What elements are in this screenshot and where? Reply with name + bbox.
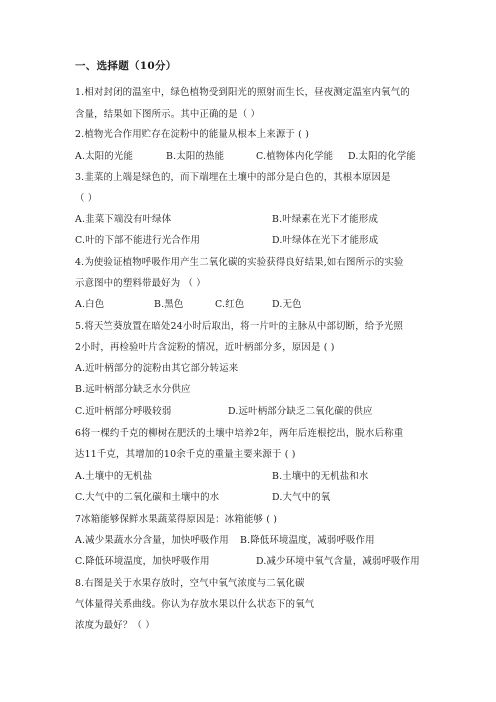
q5-line-1: 5.将天竺葵放置在暗处24小时后取出，将一片叶的主脉从中部切断，给予光照 bbox=[75, 321, 404, 332]
q2-option-a: A.太阳的光能 bbox=[75, 151, 134, 162]
q5-option-c: C.近叶柄部分呼吸较弱 bbox=[75, 406, 172, 417]
q4-line-2: 示意图中的塑料带最好为 （ ） bbox=[75, 278, 206, 289]
q8-line-1: 8.右图是关于水果存放时，空气中氧气浓度与二氧化碳 bbox=[75, 578, 305, 589]
q6-line-2: 达11千克，其增加的10余千克的重量主要来源于 ( ) bbox=[75, 449, 296, 460]
q3-option-c: C.叶的下部不能进行光合作用 bbox=[75, 235, 201, 246]
q4-option-b: B.黑色 bbox=[154, 299, 184, 310]
q6-option-a: A.土壤中的无机盐 bbox=[75, 471, 153, 482]
q2-option-b: B.太阳的热能 bbox=[166, 151, 225, 162]
q2-line-1: 2.植物光合作用贮存在淀粉中的能量从根本上来源于 ( ) bbox=[75, 129, 310, 140]
q1-line-1: 1.相对封闭的温室中，绿色植物受到阳光的照射而生长，昼夜测定温室内氧气的 bbox=[75, 87, 410, 98]
q5-option-b: B.远叶柄部分缺乏水分供应 bbox=[75, 384, 191, 395]
q2-option-c: C.植物体内化学能 bbox=[256, 151, 334, 162]
q6-line-1: 6将一棵约千克的柳树在肥沃的土壤中培养2年，两年后连根挖出，脱水后称重 bbox=[75, 428, 404, 439]
q8-line-2: 气体量得关系曲线。你认为存放水果以什么状态下的氧气 bbox=[75, 599, 315, 610]
q6-option-c: C.大气中的二氧化碳和土壤中的水 bbox=[75, 492, 220, 503]
q5-option-a: A.近叶柄部分的淀粉由其它部分转运来 bbox=[75, 363, 239, 374]
q3-line-1: 3.韭菜的上端是绿色的，而下端埋在土壤中的部分是白色的，其根本原因是 bbox=[75, 172, 391, 183]
q4-option-d: D.无色 bbox=[272, 299, 302, 310]
q3-option-d: D.叶绿体在光下才能形成 bbox=[272, 235, 379, 246]
q4-option-a: A.白色 bbox=[75, 299, 105, 310]
q4-option-c: C.红色 bbox=[215, 299, 245, 310]
q7-option-d: D.减少环境中氧气含量，减弱呼吸作用 bbox=[256, 556, 420, 567]
q6-option-d: D.大气中的氧 bbox=[272, 492, 331, 503]
q3-line-2: （ ） bbox=[75, 193, 98, 204]
q7-option-a: A.减少果蔬水分含量，加快呼吸作用 bbox=[75, 535, 229, 546]
q4-line-1: 4.为使验证植物呼吸作用产生二氧化碳的实验获得良好结果,如右图所示的实验 bbox=[75, 257, 404, 268]
q7-line-1: 7冰箱能够保鲜水果蔬菜得原因是：冰箱能够 ( ) bbox=[75, 514, 278, 525]
q3-option-b: B.叶绿素在光下才能形成 bbox=[272, 214, 379, 225]
q5-option-d: D.远叶柄部分缺乏二氧化碳的供应 bbox=[228, 406, 373, 417]
q7-option-c: C.降低环境温度，加快呼吸作用 bbox=[75, 556, 210, 567]
q3-option-a: A.韭菜下端没有叶绿体 bbox=[75, 214, 172, 225]
section-title: 一、选择题（10分） bbox=[75, 60, 177, 72]
q2-option-d: D.太阳的化学能 bbox=[348, 151, 417, 162]
q8-line-3: 浓度为最好？（ ） bbox=[75, 620, 155, 631]
q5-line-2: 2小时，再检验叶片含淀粉的情况，近叶柄部分多，原因是 ( ) bbox=[75, 342, 335, 353]
q7-option-b: B.降低环境温度，减弱呼吸作用 bbox=[240, 535, 375, 546]
q6-option-b: B.土壤中的无机盐和水 bbox=[272, 471, 369, 482]
q1-line-2: 含量，结果如下图所示。其中正确的是（ ） bbox=[75, 109, 261, 120]
